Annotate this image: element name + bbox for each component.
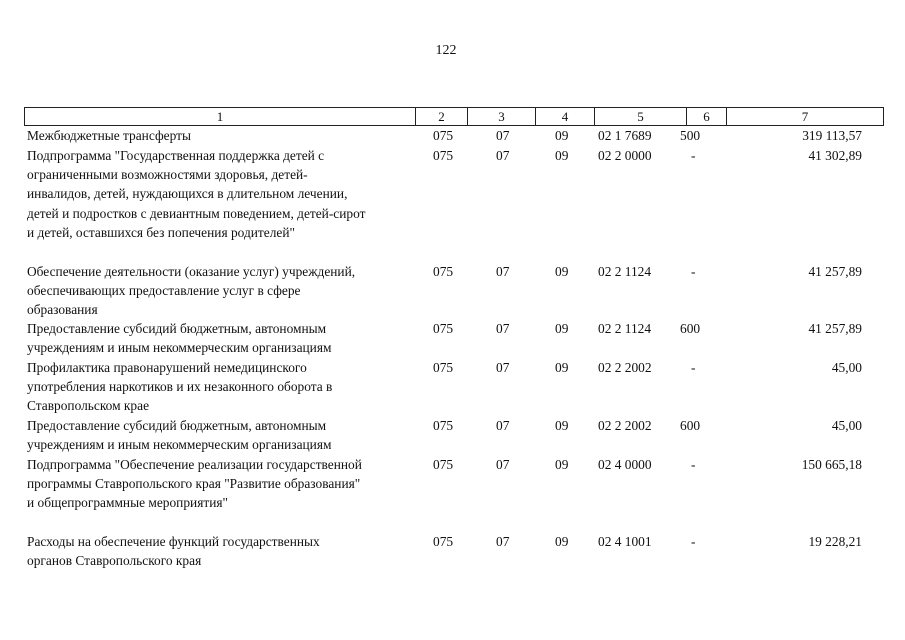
col-4-value: 09 <box>555 128 569 143</box>
col-4-value: 09 <box>555 418 569 433</box>
col-6-value: 600 <box>680 321 701 336</box>
col-6-value: - <box>691 264 696 279</box>
col-5-value: 02 2 2002 <box>598 418 652 433</box>
col-3-value: 07 <box>496 418 510 433</box>
row-name-line: и общепрограммные мероприятия" <box>27 495 229 511</box>
col-7-value: 150 665,18 <box>801 457 862 472</box>
col-4-value: 09 <box>555 321 569 336</box>
row-name-line: учреждениям и иным некоммерческим организациям <box>27 437 332 453</box>
col-2-value: 075 <box>433 457 454 472</box>
table-header <box>24 107 884 126</box>
header-col-2: 2 <box>415 108 467 125</box>
row-name-line: образования <box>27 302 98 318</box>
col-3-value: 07 <box>496 148 510 163</box>
col-7-value: 319 113,57 <box>802 128 862 143</box>
col-7-value: 41 257,89 <box>808 264 862 279</box>
row-name-line: программы Ставропольского края "Развитие образования" <box>27 476 361 492</box>
row-name-line: ограниченными возможностями здоровья, детей- <box>27 167 308 183</box>
page-number: 122 <box>435 43 457 58</box>
header-col-4: 4 <box>535 108 594 125</box>
row-name-line: учреждениям и иным некоммерческим организациям <box>27 340 332 356</box>
col-4-value: 09 <box>555 148 569 163</box>
col-6-value: - <box>691 148 696 163</box>
col-5-value: 02 4 1001 <box>598 534 652 549</box>
col-2-value: 075 <box>433 418 454 433</box>
col-2-value: 075 <box>433 128 454 143</box>
row-name-line: Расходы на обеспечение функций государственных <box>27 534 320 549</box>
col-2-value: 075 <box>433 534 454 549</box>
row-name-line: Профилактика правонарушений немедицинского <box>27 360 307 375</box>
col-5-value: 02 1 7689 <box>598 128 652 143</box>
col-6-value: 600 <box>680 418 701 433</box>
col-7-value: 19 228,21 <box>808 534 862 549</box>
header-col-3: 3 <box>467 108 535 125</box>
col-3-value: 07 <box>496 264 510 279</box>
col-6-value: - <box>691 534 696 549</box>
col-5-value: 02 2 2002 <box>598 360 652 375</box>
col-6-value: - <box>691 457 696 472</box>
row-name-line: инвалидов, детей, нуждающихся в длительном лечении, <box>27 186 348 202</box>
col-7-value: 41 257,89 <box>808 321 862 336</box>
row-name <box>27 262 417 320</box>
col-6-value: 500 <box>680 128 701 143</box>
col-3-value: 07 <box>496 534 510 549</box>
col-5-value: 02 4 0000 <box>598 457 652 472</box>
col-5-value: 02 2 1124 <box>598 264 652 279</box>
col-3-value: 07 <box>496 321 510 336</box>
row-name <box>27 126 417 145</box>
col-7-value: 45,00 <box>831 418 862 433</box>
row-name-line: обеспечивающих предоставление услуг в сфере <box>27 283 301 299</box>
row-name-line: и детей, оставшихся без попечения родителей" <box>27 224 295 240</box>
row-name-line: употребления наркотиков и их незаконного оборота в <box>27 379 333 395</box>
row-name <box>27 146 417 242</box>
col-4-value: 09 <box>555 534 569 549</box>
col-3-value: 07 <box>496 457 510 472</box>
col-3-value: 07 <box>496 360 510 375</box>
row-name-line: Межбюджетные трансферты <box>27 128 191 143</box>
row-name <box>27 358 417 416</box>
col-2-value: 075 <box>433 360 454 375</box>
col-2-value: 075 <box>433 148 454 163</box>
row-name <box>27 455 417 513</box>
header-col-1: 1 <box>216 109 224 124</box>
row-name-line: Подпрограмма "Обеспечение реализации государственной <box>27 457 362 472</box>
header-col-7: 7 <box>726 108 883 125</box>
header-col-5: 5 <box>594 108 686 125</box>
row-name-line: Подпрограмма "Государственная поддержка детей с <box>27 148 325 163</box>
row-name <box>27 319 417 357</box>
col-2-value: 075 <box>433 321 454 336</box>
row-name-line: Ставропольском крае <box>27 398 150 414</box>
col-5-value: 02 2 0000 <box>598 148 652 163</box>
header-col-6: 6 <box>686 108 726 125</box>
col-5-value: 02 2 1124 <box>598 321 652 336</box>
col-2-value: 075 <box>433 264 454 279</box>
row-name-line: Обеспечение деятельности (оказание услуг) учреждений, <box>27 264 356 279</box>
row-name <box>27 532 417 570</box>
col-7-value: 41 302,89 <box>808 148 862 163</box>
row-name <box>27 416 417 454</box>
col-6-value: - <box>691 360 696 375</box>
col-4-value: 09 <box>555 264 569 279</box>
col-4-value: 09 <box>555 457 569 472</box>
row-name-line: Предоставление субсидий бюджетным, автономным <box>27 321 327 336</box>
row-name-line: детей и подростков с девиантным поведением, детей-сирот <box>27 205 366 221</box>
row-name-line: Предоставление субсидий бюджетным, автономным <box>27 418 327 433</box>
col-7-value: 45,00 <box>831 360 862 375</box>
row-name-line: органов Ставропольского края <box>27 553 202 569</box>
col-3-value: 07 <box>496 128 510 143</box>
col-4-value: 09 <box>555 360 569 375</box>
